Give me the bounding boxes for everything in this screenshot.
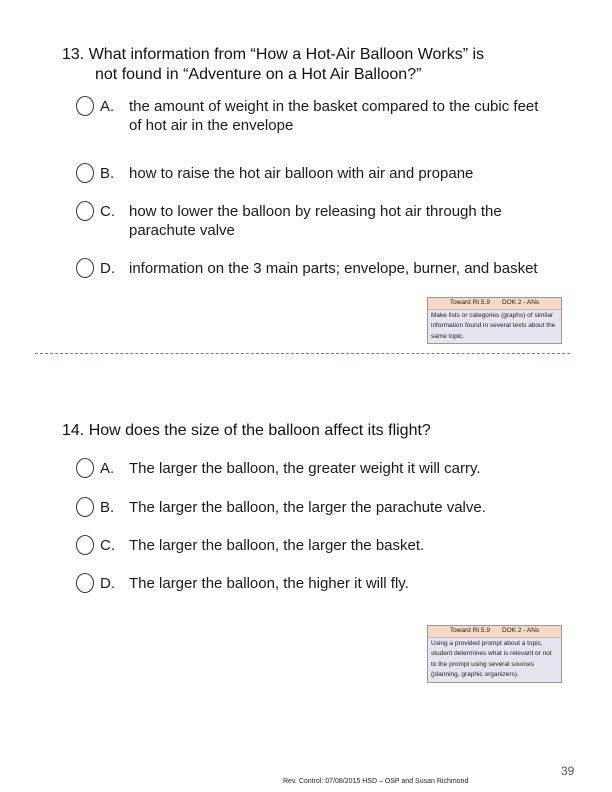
option-text: information on the 3 main parts; envelope, burner, and basket [129,260,538,277]
radio-circle-icon[interactable] [76,258,94,278]
standard-dok: DOK 2 - ANs [501,299,540,306]
radio-circle-icon[interactable] [76,201,94,221]
option-letter: B. [100,499,115,516]
option-letter: C. [100,537,115,554]
option-letter: A. [100,460,115,477]
question-13 [62,45,552,85]
option-text: The larger the balloon, the larger the parachute valve. [129,499,486,516]
standard-description: Make lists or categories (graphs) of similar information found in several texts about the same topic. [431,311,556,340]
section-divider [35,353,570,354]
standard-code: Toward RI.5.9 [449,627,490,634]
radio-circle-icon[interactable] [76,535,94,555]
standard-header [428,626,561,638]
standard-dok: DOK 2 - ANs [501,627,540,634]
question-13-line2: not found in “Adventure on a Hot Air Balloon?” [95,66,422,83]
radio-circle-icon[interactable] [76,458,94,478]
standard-description: Using a provided prompt about a topic, student determines what is relevant or not to the prompt using several sources (planning, graphic organizers). [431,639,552,678]
option-text: The larger the balloon, the larger the basket. [129,537,425,554]
option-letter: B. [100,165,115,182]
revision-footer: Rev. Control: 07/08/2015 HSD – OSP and Susan Richmond [283,778,469,785]
standard-header [428,298,561,310]
option-text: the amount of weight in the basket compared to the cubic feet of hot air in the envelope [129,98,539,134]
standard-code: Toward RI.5.9 [449,299,490,306]
option-text: The larger the balloon, the higher it will fly. [129,575,409,592]
radio-circle-icon[interactable] [76,163,94,183]
option-text: how to lower the balloon by releasing hot air through the parachute valve [129,203,502,239]
option-letter: D. [100,575,115,592]
radio-circle-icon[interactable] [76,497,94,517]
page-number: 39 [561,764,575,778]
question-13-line1: 13. What information from “How a Hot-Air Balloon Works” is [62,46,485,63]
option-text: how to raise the hot air balloon with air and propane [129,165,474,182]
option-letter: A. [100,98,115,115]
radio-circle-icon[interactable] [76,96,94,116]
option-letter: D. [100,260,115,277]
standard-box-q13 [427,297,562,344]
radio-circle-icon[interactable] [76,573,94,593]
standard-box-q14 [427,625,562,683]
question-14: 14. How does the size of the balloon affect its flight? [62,422,431,439]
option-letter: C. [100,203,115,220]
option-text: The larger the balloon, the greater weight it will carry. [129,460,481,477]
